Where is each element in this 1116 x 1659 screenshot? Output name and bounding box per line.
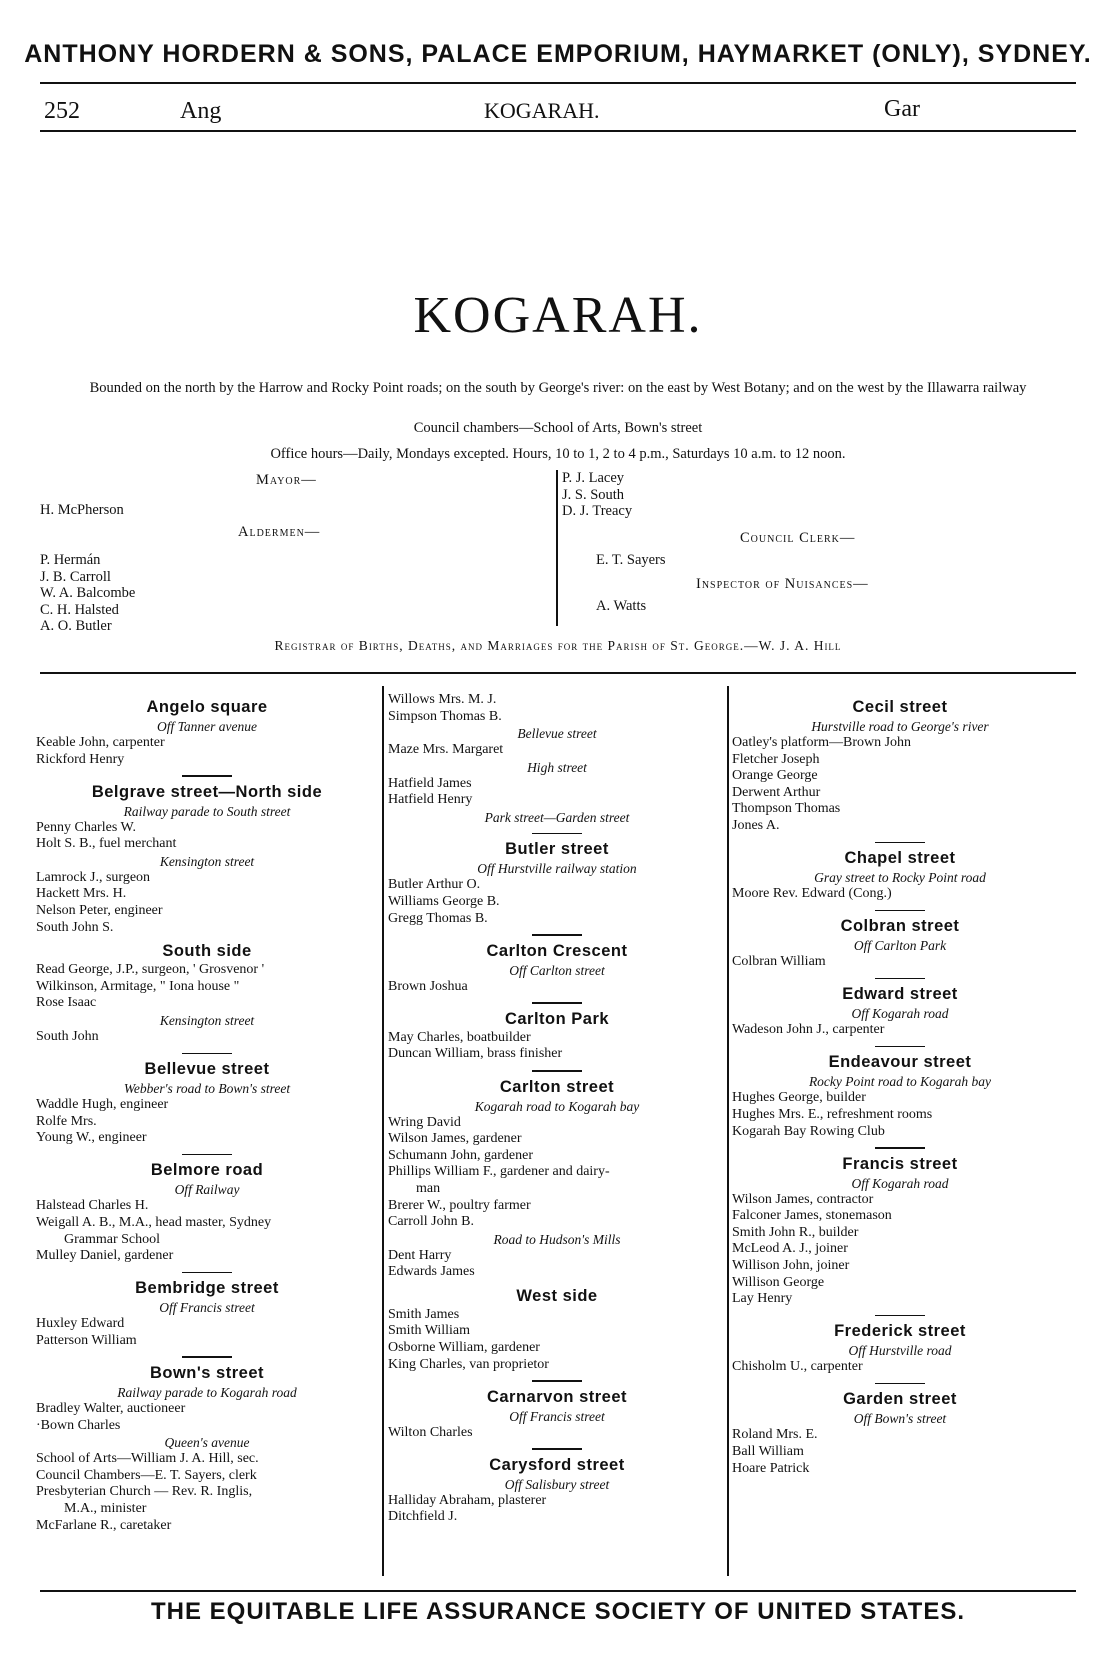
- street-subheading: Rocky Point road to Kogarah bay: [808, 1074, 992, 1090]
- street-subheading: Off Kogarah road: [851, 1006, 949, 1022]
- column-2: [388, 692, 726, 1526]
- section-separator: [875, 842, 925, 844]
- directory-entry: Nelson Peter, engineer: [36, 903, 163, 919]
- section-separator: [875, 1315, 925, 1317]
- directory-entry: Wilson James, contractor: [732, 1191, 874, 1207]
- directory-entry: Council Chambers—E. T. Sayers, clerk: [36, 1467, 257, 1483]
- alderman: C. H. Halsted: [40, 601, 119, 618]
- directory-entry: Halliday Abraham, plasterer: [388, 1492, 547, 1508]
- directory-entry: Waddle Hugh, engineer: [36, 1097, 169, 1113]
- section-separator: [532, 833, 582, 835]
- section-separator: [532, 1380, 582, 1382]
- directory-entry: Mulley Daniel, gardener: [36, 1248, 174, 1264]
- street-heading: Carlton Park: [504, 1009, 610, 1028]
- directory-entry: Phillips William F., gardener and dairy-: [388, 1164, 610, 1180]
- section-separator: [532, 934, 582, 936]
- street-heading: Endeavour street: [828, 1053, 972, 1072]
- directory-entry: Derwent Arthur: [732, 784, 821, 800]
- street-subheading: Off Bown's street: [853, 1411, 947, 1427]
- office-hours: Office hours—Daily, Mondays excepted. Hours, 10 to 1, 2 to 4 p.m., Saturdays 10 a.m. to 12 noon.: [270, 446, 846, 462]
- directory-entry: Colbran William: [732, 954, 826, 970]
- street-subheading: Railway parade to South street: [123, 803, 291, 819]
- directory-entry: Hatfield Henry: [388, 792, 473, 808]
- directory-entry-continuation: M.A., minister: [64, 1500, 147, 1516]
- street-subheading: Webber's road to Bown's street: [123, 1081, 291, 1097]
- directory-entry: Hughes Mrs. E., refreshment rooms: [732, 1106, 933, 1122]
- directory-entry: Wadeson John J., carpenter: [732, 1022, 885, 1038]
- running-head-left: Ang: [180, 98, 222, 124]
- directory-entry: Roland Mrs. E.: [732, 1427, 818, 1443]
- column-3: [732, 692, 1068, 1477]
- directory-entry: Falconer James, stonemason: [732, 1208, 892, 1224]
- directory-entry: Presbyterian Church — Rev. R. Inglis,: [36, 1484, 253, 1500]
- street-subheading: Off Carlton Park: [853, 938, 947, 954]
- aldermen-label: Aldermen—: [238, 524, 321, 540]
- directory-entry: South John S.: [36, 919, 114, 935]
- directory-entry: Simpson Thomas B.: [388, 708, 502, 724]
- section-separator: [182, 1356, 232, 1358]
- aldermen-list-right: [562, 470, 632, 520]
- street-heading: Edward street: [842, 985, 958, 1004]
- council-chambers: Council chambers—School of Arts, Bown's street: [413, 420, 703, 436]
- street-subheading: Kensington street: [159, 853, 255, 869]
- page-title: KOGARAH.: [413, 287, 703, 344]
- directory-entry: Holt S. B., fuel merchant: [36, 836, 177, 852]
- directory-entry: Maze Mrs. Margaret: [388, 742, 504, 758]
- section-separator: [182, 1272, 232, 1274]
- directory-entry: Butler Arthur O.: [388, 877, 481, 893]
- alderman: W. A. Balcombe: [40, 585, 136, 601]
- street-heading: Chapel street: [844, 849, 956, 868]
- street-heading: South side: [162, 942, 252, 961]
- street-subheading: High street: [527, 759, 587, 775]
- directory-entry: Smith James: [388, 1306, 460, 1322]
- directory-entry: Read George, J.P., surgeon, ' Grosvenor ': [36, 962, 265, 978]
- street-subheading: Off Francis street: [509, 1408, 605, 1424]
- street-heading: Francis street: [842, 1154, 958, 1173]
- directory-entry: Fletcher Joseph: [732, 751, 820, 767]
- directory-entry: Smith John R., builder: [732, 1224, 859, 1240]
- running-head-right: Gar: [884, 96, 920, 122]
- street-heading: Carlton Crescent: [486, 941, 628, 960]
- street-subheading: Off Francis street: [159, 1300, 255, 1316]
- council-clerk-label: Council Clerk—: [740, 530, 856, 546]
- section-separator: [532, 1448, 582, 1450]
- street-subheading: Off Hurstville railway station: [477, 861, 637, 877]
- top-advert-banner: ANTHONY HORDERN & SONS, PALACE EMPORIUM, HAYMARKET (ONLY), SYDNEY.: [24, 40, 1092, 68]
- directory-entry: Duncan William, brass finisher: [388, 1046, 563, 1062]
- directory-entry: Brerer W., poultry farmer: [388, 1197, 531, 1213]
- street-heading: Cecil street: [852, 698, 948, 716]
- directory-entry: Carroll John B.: [388, 1214, 474, 1230]
- section-separator: [182, 775, 232, 777]
- directory-entry-continuation: man: [416, 1180, 441, 1196]
- directory-entry: Kogarah Bay Rowing Club: [732, 1123, 885, 1139]
- running-head-rule: [40, 130, 1076, 132]
- section-separator: [875, 910, 925, 912]
- registrar-line: Registrar of Births, Deaths, and Marriages for the Parish of St. George.—W. J. A. Hill: [274, 638, 842, 653]
- street-subheading: Gray street to Rocky Point road: [814, 870, 986, 886]
- directory-entry: Orange George: [732, 768, 818, 784]
- directory-entry: ·Bown Charles: [36, 1417, 121, 1433]
- alderman: P. Hermán: [40, 552, 101, 568]
- directory-entry: Rolfe Mrs.: [36, 1113, 97, 1129]
- directory-entry: Schumann John, gardener: [388, 1147, 534, 1163]
- directory-entry: Smith William: [388, 1323, 471, 1339]
- street-subheading: Off Salisbury street: [504, 1476, 610, 1492]
- directory-entry: Thompson Thomas: [732, 801, 841, 817]
- section-separator: [182, 1154, 232, 1156]
- street-subheading: Hurstville road to George's river: [811, 719, 989, 734]
- directory-entry: Hackett Mrs. H.: [36, 886, 127, 902]
- street-heading: Angelo square: [146, 698, 268, 716]
- directory-entry: Keable John, carpenter: [36, 735, 165, 750]
- column-divider: [727, 686, 729, 1576]
- directory-entry: Wilson James, gardener: [388, 1131, 522, 1147]
- section-separator: [182, 1053, 232, 1055]
- top-rule: [40, 82, 1076, 84]
- directory-entry: Wilton Charles: [388, 1424, 473, 1440]
- street-subheading: Park street—Garden street: [484, 809, 630, 825]
- street-subheading: Road to Hudson's Mills: [493, 1231, 621, 1247]
- section-separator: [532, 1002, 582, 1004]
- street-heading: Colbran street: [840, 917, 960, 936]
- aldermen-list-left: [40, 552, 135, 635]
- section-separator: [875, 1383, 925, 1385]
- alderman: J. B. Carroll: [40, 568, 111, 585]
- directory-entry: Chisholm U., carpenter: [732, 1359, 863, 1375]
- directory-entry: Ditchfield J.: [388, 1509, 458, 1525]
- directory-entry: Wilkinson, Armitage, " Iona house ": [36, 978, 240, 994]
- mayor-label: Mayor—: [256, 472, 317, 488]
- directory-entry: Wring David: [388, 1114, 461, 1130]
- directory-entry: Willows Mrs. M. J.: [388, 692, 497, 707]
- street-subheading: Off Railway: [174, 1182, 240, 1198]
- directory-entry: Willison George: [732, 1274, 825, 1290]
- directory-entry: Young W., engineer: [36, 1130, 147, 1146]
- directory-entry: Rickford Henry: [36, 751, 125, 767]
- mayor-name: H. McPherson: [40, 502, 124, 518]
- street-heading: West side: [516, 1286, 598, 1305]
- section-rule: [40, 672, 1076, 674]
- street-heading: Carnarvon street: [486, 1387, 628, 1406]
- directory-entry: Lamrock J., surgeon: [36, 869, 151, 885]
- page-number: 252: [44, 98, 80, 124]
- street-subheading: Off Tanner avenue: [157, 719, 257, 734]
- directory-entry: Hoare Patrick: [732, 1460, 810, 1476]
- directory-entry: Jones A.: [732, 817, 780, 833]
- column-1: [36, 692, 378, 1534]
- directory-entry-continuation: Grammar School: [64, 1231, 161, 1247]
- directory-entry: Gregg Thomas B.: [388, 910, 488, 926]
- directory-entry: Bradley Walter, auctioneer: [36, 1400, 186, 1416]
- directory-entry: McLeod A. J., joiner: [732, 1241, 848, 1257]
- section-separator: [532, 1070, 582, 1072]
- directory-entry: Lay Henry: [732, 1291, 793, 1307]
- directory-entry: Brown Joshua: [388, 978, 468, 994]
- bottom-advert-banner: THE EQUITABLE LIFE ASSURANCE SOCIETY OF UNITED STATES.: [150, 1598, 966, 1625]
- street-heading: Bellevue street: [144, 1060, 270, 1079]
- directory-entry: School of Arts—William J. A. Hill, sec.: [36, 1451, 259, 1467]
- directory-entry: Patterson William: [36, 1332, 137, 1348]
- directory-entry: Edwards James: [388, 1264, 475, 1280]
- alderman: D. J. Treacy: [562, 503, 633, 519]
- alderman: A. O. Butler: [40, 618, 112, 634]
- street-heading: Frederick street: [834, 1322, 966, 1341]
- street-subheading: Kensington street: [159, 1013, 255, 1029]
- directory-entry: Oatley's platform—Brown John: [732, 735, 912, 750]
- street-subheading: Kogarah road to Kogarah bay: [474, 1098, 640, 1114]
- directory-entry: Williams George B.: [388, 894, 500, 910]
- alderman: P. J. Lacey: [562, 470, 625, 486]
- street-heading: Carlton street: [499, 1077, 615, 1096]
- directory-entry: Moore Rev. Edward (Cong.): [732, 886, 892, 902]
- alderman: J. S. South: [562, 486, 625, 503]
- street-heading: Bembridge street: [135, 1279, 279, 1298]
- street-heading: Butler street: [505, 840, 609, 859]
- section-separator: [875, 1147, 925, 1149]
- council-clerk-name: E. T. Sayers: [596, 552, 666, 568]
- directory-entry: Willison John, joiner: [732, 1258, 850, 1273]
- running-head-center: KOGARAH.: [484, 98, 600, 123]
- directory-entry: Dent Harry: [388, 1247, 452, 1263]
- street-heading: Belgrave street—North side: [91, 782, 323, 801]
- street-subheading: Off Hurstville road: [848, 1343, 952, 1359]
- directory-entry: Hatfield James: [388, 775, 472, 791]
- directory-entry: King Charles, van proprietor: [388, 1356, 549, 1372]
- directory-entry: Halstead Charles H.: [36, 1198, 149, 1214]
- boundary-description: Bounded on the north by the Harrow and Rocky Point roads; on the south by George's river: on the east by West Botany; and on the west by the Illawarra railway: [89, 380, 1027, 396]
- street-heading: Bown's street: [149, 1363, 265, 1382]
- street-subheading: Queen's avenue: [164, 1435, 250, 1451]
- inspector-name: A. Watts: [596, 598, 647, 614]
- directory-entry: McFarlane R., caretaker: [36, 1517, 172, 1533]
- directory-entry: Rose Isaac: [36, 995, 97, 1011]
- directory-entry: Huxley Edward: [36, 1316, 125, 1332]
- directory-entry: Osborne William, gardener: [388, 1340, 540, 1356]
- street-subheading: Off Carlton street: [509, 962, 605, 978]
- officials-divider: [556, 470, 558, 626]
- directory-entry: South John: [36, 1029, 99, 1045]
- column-divider: [382, 686, 384, 1576]
- street-subheading: Bellevue street: [517, 726, 597, 742]
- directory-entry: May Charles, boatbuilder: [388, 1029, 531, 1045]
- street-heading: Garden street: [843, 1390, 957, 1409]
- directory-entry: Ball William: [732, 1443, 804, 1459]
- directory-entry: Penny Charles W.: [36, 819, 136, 835]
- bottom-rule: [40, 1590, 1076, 1592]
- directory-entry: Weigall A. B., M.A., head master, Sydney: [36, 1215, 272, 1230]
- directory-entry: Hughes George, builder: [732, 1090, 866, 1106]
- section-separator: [875, 978, 925, 980]
- inspector-label: Inspector of Nuisances—: [696, 576, 869, 592]
- street-subheading: Railway parade to Kogarah road: [117, 1384, 297, 1400]
- street-heading: Belmore road: [150, 1161, 264, 1180]
- street-heading: Carysford street: [489, 1455, 625, 1474]
- section-separator: [875, 1046, 925, 1048]
- street-subheading: Off Kogarah road: [851, 1175, 949, 1191]
